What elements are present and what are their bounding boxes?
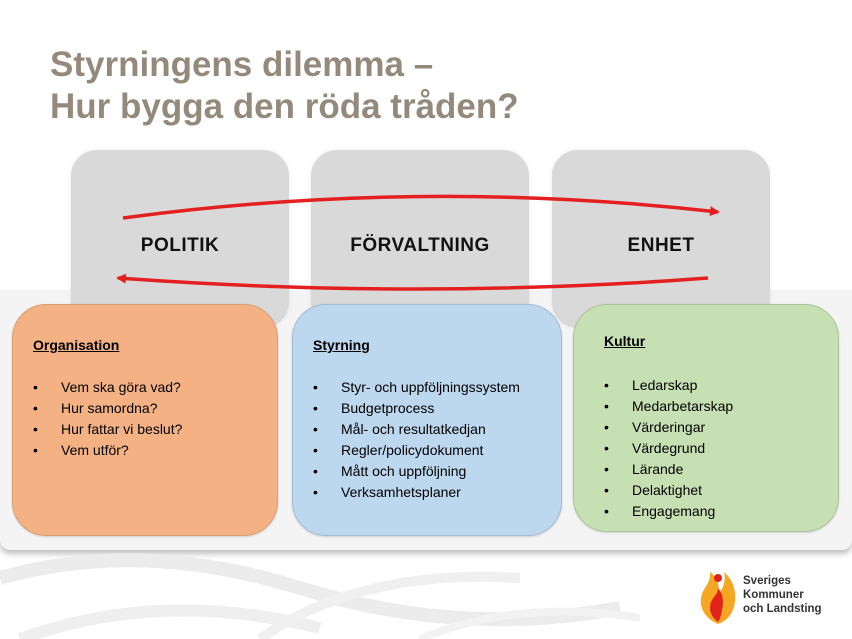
title-line-2: Hur bygga den röda tråden? <box>50 87 519 126</box>
arrow-right <box>123 196 718 218</box>
card-kultur <box>573 304 839 532</box>
card-heading-organisation: Organisation <box>33 337 120 353</box>
level-label-forvaltning: FÖRVALTNING <box>350 235 490 256</box>
list-item: • Vem utför? <box>31 440 182 461</box>
list-item: • Mål- och resultatkedjan <box>311 419 520 440</box>
skl-flame-logo-icon <box>696 566 740 628</box>
list-item: • Hur samordna? <box>31 398 182 419</box>
list-item: • Medarbetarskap <box>602 396 733 417</box>
card-organisation <box>12 304 278 536</box>
list-item: • Regler/policydokument <box>311 440 520 461</box>
list-organisation <box>31 377 182 461</box>
logo-line-1: Sveriges <box>743 575 791 587</box>
arrow-left <box>118 278 708 289</box>
title-line-1: Styrningens dilemma – <box>50 45 434 84</box>
logo-line-3: och Landsting <box>743 603 822 615</box>
level-label-politik: POLITIK <box>140 235 220 256</box>
card-styrning <box>292 304 562 536</box>
list-item: • Delaktighet <box>602 480 733 501</box>
list-item: • Hur fattar vi beslut? <box>31 419 182 440</box>
list-item: • Styr- och uppföljningssystem <box>311 377 520 398</box>
card-heading-kultur: Kultur <box>604 333 646 349</box>
card-heading-styrning: Styrning <box>313 337 370 353</box>
list-item: • Lärande <box>602 459 733 480</box>
skl-logo-text <box>743 574 822 616</box>
list-item: • Vem ska göra vad? <box>31 377 182 398</box>
list-item: • Engagemang <box>602 501 733 522</box>
logo-line-2: Kommuner <box>743 589 804 601</box>
list-styrning <box>311 377 520 503</box>
list-item: • Budgetprocess <box>311 398 520 419</box>
list-item: • Verksamhetsplaner <box>311 482 520 503</box>
list-item: • Värderingar <box>602 417 733 438</box>
list-kultur <box>602 375 733 522</box>
list-item: • Värdegrund <box>602 438 733 459</box>
list-item: • Mått och uppföljning <box>311 461 520 482</box>
level-label-enhet: ENHET <box>627 235 695 256</box>
list-item: • Ledarskap <box>602 375 733 396</box>
